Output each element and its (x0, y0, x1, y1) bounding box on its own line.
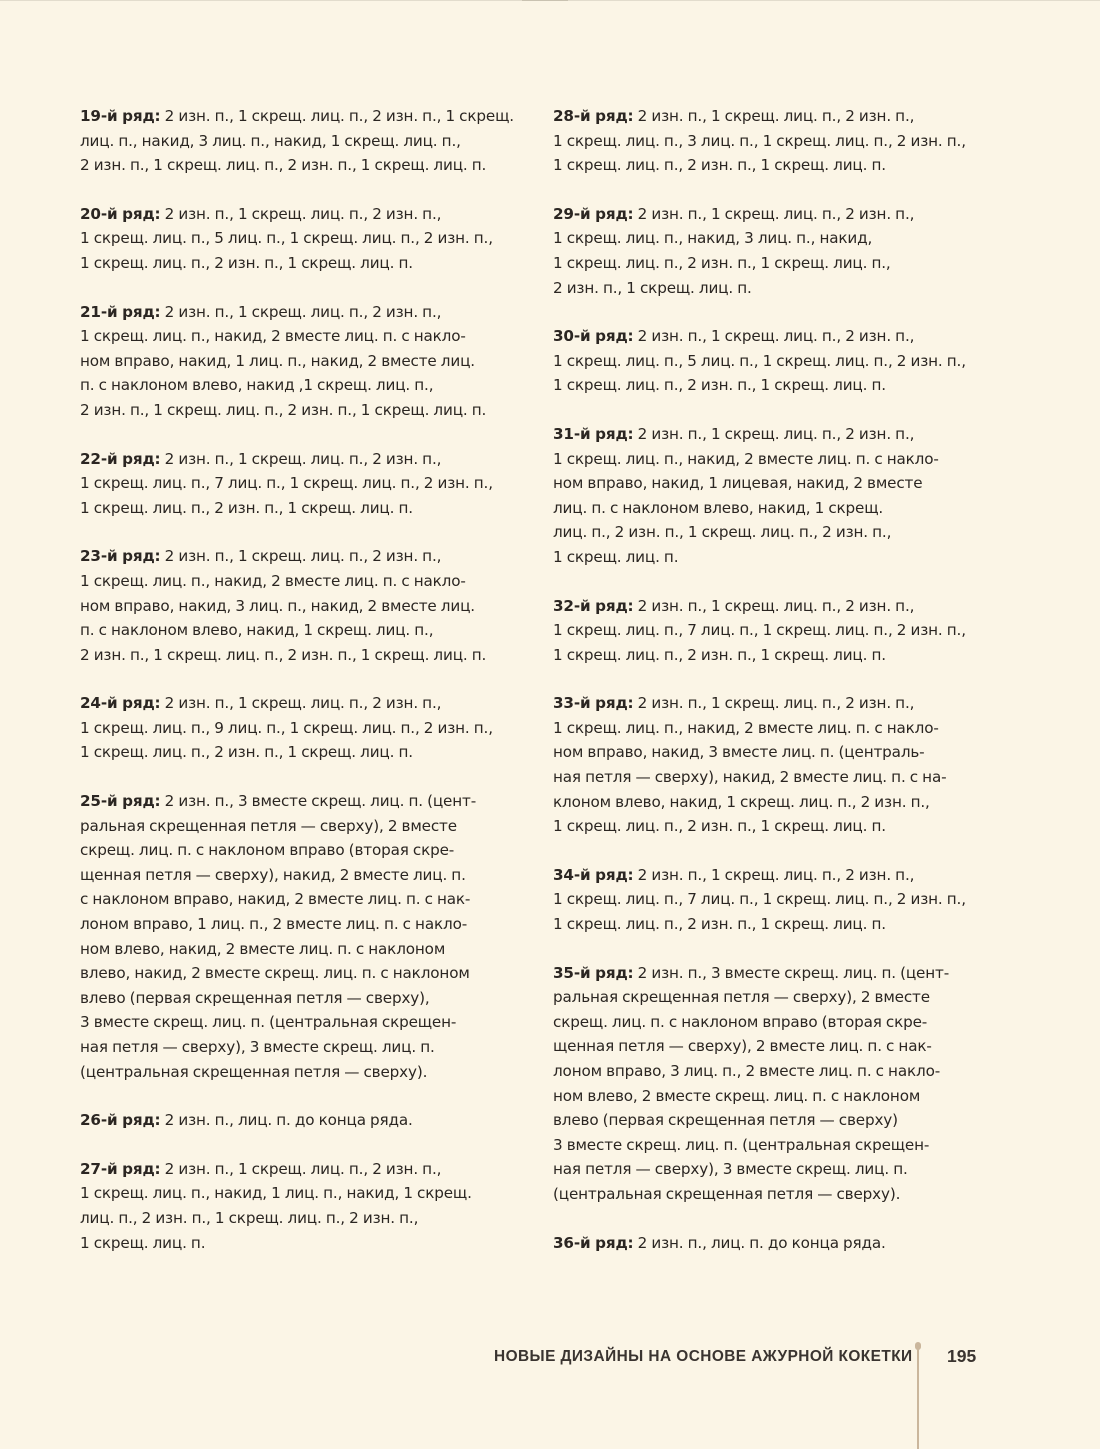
row-label: 20-й ряд: (80, 204, 161, 223)
instruction-line: 1 скрещ. лиц. п., 2 изн. п., 1 скрещ. лиц. п. (553, 156, 886, 175)
row-text: 2 изн. п., 1 скрещ. лиц. п., 2 изн. п., (637, 107, 915, 125)
instruction-row (80, 789, 526, 1084)
instruction-line: 1 скрещ. лиц. п., 7 лиц. п., 1 скрещ. лиц. п., 2 изн. п., (553, 890, 966, 909)
instruction-line (80, 202, 526, 227)
instruction-line (553, 594, 999, 619)
instruction-line: ральная скрещенная петля — сверху), 2 вместе (553, 988, 930, 1007)
row-text: 2 изн. п., 1 скрещ. лиц. п., 2 изн. п., (637, 204, 915, 223)
instruction-line (553, 202, 999, 227)
row-text: 2 изн. п., лиц. п. до конца ряда. (637, 1233, 886, 1252)
instruction-line (553, 104, 999, 129)
instruction-line: лиц. п. с наклоном влево, накид, 1 скрещ. (553, 498, 884, 517)
row-label: 31-й ряд: (553, 424, 634, 443)
instruction-line: лиц. п., накид, 3 лиц. п., накид, 1 скрещ. лиц. п., (80, 131, 461, 150)
instruction-line: щенная петля — сверху), накид, 2 вместе лиц. п. (80, 865, 466, 884)
row-text: 2 изн. п., 1 скрещ. лиц. п., 2 изн. п., (164, 1159, 442, 1178)
instruction-line: 1 скрещ. лиц. п. (553, 547, 679, 566)
instruction-line: 1 скрещ. лиц. п., 2 изн. п., 1 скрещ. лиц. п. (80, 498, 413, 517)
row-label: 33-й ряд: (553, 694, 634, 713)
instruction-line: 3 вместе скрещ. лиц. п. (центральная скрещен- (80, 1013, 457, 1032)
instruction-line: 1 скрещ. лиц. п., 7 лиц. п., 1 скрещ. лиц. п., 2 изн. п., (80, 474, 493, 493)
instruction-line: щенная петля — сверху), 2 вместе лиц. п. с нак- (553, 1037, 932, 1056)
instruction-line: 1 скрещ. лиц. п., 5 лиц. п., 1 скрещ. лиц. п., 2 изн. п., (80, 229, 493, 248)
instruction-line: п. с наклоном влево, накид, 1 скрещ. лиц. п., (80, 621, 434, 640)
instruction-line: ном влево, накид, 2 вместе лиц. п. с наклоном (80, 939, 446, 958)
instruction-line: ном вправо, накид, 3 лиц. п., накид, 2 вместе лиц. (80, 596, 475, 615)
row-text: 2 изн. п., лиц. п. до конца ряда. (164, 1111, 413, 1130)
instruction-line (553, 422, 999, 447)
instruction-line: скрещ. лиц. п. с наклоном вправо (вторая скре- (553, 1012, 928, 1031)
instruction-line (80, 447, 526, 472)
row-label: 23-й ряд: (80, 547, 161, 566)
row-label: 28-й ряд: (553, 107, 634, 125)
instruction-line: 1 скрещ. лиц. п., накид, 2 вместе лиц. п. с накло- (80, 571, 466, 590)
instruction-line: ная петля — сверху), 3 вместе скрещ. лиц. п. (80, 1038, 435, 1056)
row-text: 2 изн. п., 3 вместе скрещ. лиц. п. (цент- (637, 963, 950, 982)
instruction-line: 1 скрещ. лиц. п., накид, 2 вместе лиц. п. с накло- (553, 449, 939, 468)
right-column (553, 104, 999, 1279)
instruction-line (80, 544, 526, 569)
instruction-line: влево (первая скрещенная петля — сверху), (80, 988, 430, 1007)
instruction-line: ная петля — сверху), накид, 2 вместе лиц. п. с на- (553, 768, 947, 787)
instruction-row (553, 961, 999, 1207)
instruction-line: 2 изн. п., 1 скрещ. лиц. п. (553, 278, 752, 297)
row-label: 35-й ряд: (553, 963, 634, 982)
instruction-line: (центральная скрещенная петля — сверху). (80, 1062, 428, 1081)
left-column (80, 104, 526, 1279)
instruction-line (553, 961, 999, 986)
instruction-line (553, 863, 999, 888)
top-mark (522, 0, 568, 1)
row-text: 2 изн. п., 1 скрещ. лиц. п., 2 изн. п., 1 скрещ. (164, 107, 514, 125)
instruction-row (80, 202, 526, 276)
instruction-line: скрещ. лиц. п. с наклоном вправо (вторая скре- (80, 841, 455, 860)
instruction-row (553, 594, 999, 668)
instruction-line (553, 1231, 999, 1256)
row-text: 2 изн. п., 1 скрещ. лиц. п., 2 изн. п., (164, 449, 442, 468)
instruction-line: 1 скрещ. лиц. п., 2 изн. п., 1 скрещ. лиц. п. (553, 645, 886, 664)
instruction-line: 1 скрещ. лиц. п., 9 лиц. п., 1 скрещ. лиц. п., 2 изн. п., (80, 718, 493, 737)
instruction-line: лиц. п., 2 изн. п., 1 скрещ. лиц. п., 2 изн. п., (553, 523, 892, 542)
instruction-row (553, 1231, 999, 1256)
instruction-line: 1 скрещ. лиц. п., 2 изн. п., 1 скрещ. лиц. п. (553, 817, 886, 836)
row-label: 34-й ряд: (553, 865, 634, 884)
instruction-row (80, 691, 526, 765)
row-text: 2 изн. п., 1 скрещ. лиц. п., 2 изн. п., (637, 327, 915, 346)
row-label: 36-й ряд: (553, 1233, 634, 1252)
instruction-row (80, 447, 526, 521)
instruction-row (80, 300, 526, 423)
row-text: 2 изн. п., 1 скрещ. лиц. п., 2 изн. п., (637, 596, 915, 615)
instruction-line: 1 скрещ. лиц. п., 3 лиц. п., 1 скрещ. лиц. п., 2 изн. п., (553, 131, 966, 150)
instruction-line: 1 скрещ. лиц. п., 2 изн. п., 1 скрещ. лиц. п. (553, 376, 886, 395)
row-label: 30-й ряд: (553, 327, 634, 346)
row-text: 2 изн. п., 3 вместе скрещ. лиц. п. (цент- (164, 792, 477, 811)
instruction-line: влево (первая скрещенная петля — сверху) (553, 1111, 898, 1130)
instruction-line (80, 789, 526, 814)
instruction-line: 2 изн. п., 1 скрещ. лиц. п., 2 изн. п., 1 скрещ. лиц. п. (80, 645, 487, 664)
instruction-line: 2 изн. п., 1 скрещ. лиц. п., 2 изн. п., 1 скрещ. лиц. п. (80, 400, 487, 419)
instruction-line (553, 324, 999, 349)
instruction-line: (центральная скрещенная петля — сверху). (553, 1184, 901, 1203)
instruction-line (80, 300, 526, 325)
instruction-line (80, 691, 526, 716)
row-label: 22-й ряд: (80, 449, 161, 468)
row-text: 2 изн. п., 1 скрещ. лиц. п., 2 изн. п., (164, 302, 442, 321)
instruction-line: 1 скрещ. лиц. п., накид, 1 лиц. п., накид, 1 скрещ. (80, 1184, 472, 1203)
instruction-line (80, 1108, 526, 1133)
instruction-line: с наклоном вправо, накид, 2 вместе лиц. п. с нак- (80, 890, 471, 909)
instruction-row (80, 1108, 526, 1133)
row-label: 19-й ряд: (80, 107, 161, 125)
instruction-line: 1 скрещ. лиц. п., 2 изн. п., 1 скрещ. лиц. п. (80, 253, 413, 272)
footer-divider (917, 1346, 919, 1449)
row-text: 2 изн. п., 1 скрещ. лиц. п., 2 изн. п., (637, 865, 915, 884)
instruction-line: 1 скрещ. лиц. п., 5 лиц. п., 1 скрещ. лиц. п., 2 изн. п., (553, 351, 966, 370)
instruction-line: лоном вправо, 3 лиц. п., 2 вместе лиц. п. с накло- (553, 1062, 941, 1080)
instruction-line: 1 скрещ. лиц. п., 2 изн. п., 1 скрещ. лиц. п., (553, 253, 891, 272)
instruction-line: лоном вправо, 1 лиц. п., 2 вместе лиц. п. с накло- (80, 915, 468, 934)
instruction-line: 1 скрещ. лиц. п., накид, 3 лиц. п., накид, (553, 229, 873, 248)
row-label: 32-й ряд: (553, 596, 634, 615)
instruction-row (553, 691, 999, 839)
instruction-row (553, 202, 999, 300)
row-label: 29-й ряд: (553, 204, 634, 223)
instruction-row (80, 544, 526, 667)
page-number: 195 (947, 1346, 977, 1366)
instruction-row (553, 863, 999, 937)
instruction-line: 3 вместе скрещ. лиц. п. (центральная скрещен- (553, 1135, 930, 1154)
row-label: 27-й ряд: (80, 1159, 161, 1178)
instruction-line: ральная скрещенная петля — сверху), 2 вместе (80, 816, 457, 835)
instruction-line: 1 скрещ. лиц. п., 7 лиц. п., 1 скрещ. лиц. п., 2 изн. п., (553, 621, 966, 640)
instruction-line: влево, накид, 2 вместе скрещ. лиц. п. с наклоном (80, 964, 470, 983)
running-footer-title: НОВЫЕ ДИЗАЙНЫ НА ОСНОВЕ АЖУРНОЙ КОКЕТКИ (494, 1348, 913, 1365)
instruction-line (80, 1157, 526, 1182)
row-label: 24-й ряд: (80, 694, 161, 713)
instruction-line: ном вправо, накид, 1 лицевая, накид, 2 вместе (553, 474, 923, 493)
instruction-line: ном вправо, накид, 1 лиц. п., накид, 2 вместе лиц. (80, 351, 475, 370)
instruction-line: 1 скрещ. лиц. п., накид, 2 вместе лиц. п. с накло- (80, 327, 466, 346)
row-text: 2 изн. п., 1 скрещ. лиц. п., 2 изн. п., (164, 547, 442, 566)
instruction-row (553, 324, 999, 398)
instruction-line (553, 691, 999, 716)
instruction-line: 2 изн. п., 1 скрещ. лиц. п., 2 изн. п., 1 скрещ. лиц. п. (80, 156, 487, 175)
row-text: 2 изн. п., 1 скрещ. лиц. п., 2 изн. п., (637, 424, 915, 443)
row-label: 21-й ряд: (80, 302, 161, 321)
instruction-row (553, 104, 999, 178)
instruction-line: ная петля — сверху), 3 вместе скрещ. лиц. п. (553, 1160, 908, 1179)
instruction-line: п. с наклоном влево, накид ,1 скрещ. лиц. п., (80, 376, 434, 395)
instruction-line (80, 104, 526, 129)
row-text: 2 изн. п., 1 скрещ. лиц. п., 2 изн. п., (164, 694, 442, 713)
instruction-line: ном вправо, накид, 3 вместе лиц. п. (централь- (553, 743, 925, 762)
instruction-line: 1 скрещ. лиц. п. (80, 1233, 206, 1252)
row-text: 2 изн. п., 1 скрещ. лиц. п., 2 изн. п., (637, 694, 915, 713)
instruction-row (80, 1157, 526, 1255)
row-label: 26-й ряд: (80, 1111, 161, 1130)
instruction-row (80, 104, 526, 178)
instruction-row (553, 422, 999, 570)
instruction-line: 1 скрещ. лиц. п., 2 изн. п., 1 скрещ. лиц. п. (80, 743, 413, 762)
row-text: 2 изн. п., 1 скрещ. лиц. п., 2 изн. п., (164, 204, 442, 223)
row-label: 25-й ряд: (80, 792, 161, 811)
instruction-line: 1 скрещ. лиц. п., накид, 2 вместе лиц. п. с накло- (553, 718, 939, 737)
instruction-line: 1 скрещ. лиц. п., 2 изн. п., 1 скрещ. лиц. п. (553, 915, 886, 934)
instruction-line: ном влево, 2 вместе скрещ. лиц. п. с наклоном (553, 1086, 921, 1105)
instruction-line: клоном влево, накид, 1 скрещ. лиц. п., 2 изн. п., (553, 792, 930, 811)
instruction-line: лиц. п., 2 изн. п., 1 скрещ. лиц. п., 2 изн. п., (80, 1208, 419, 1227)
